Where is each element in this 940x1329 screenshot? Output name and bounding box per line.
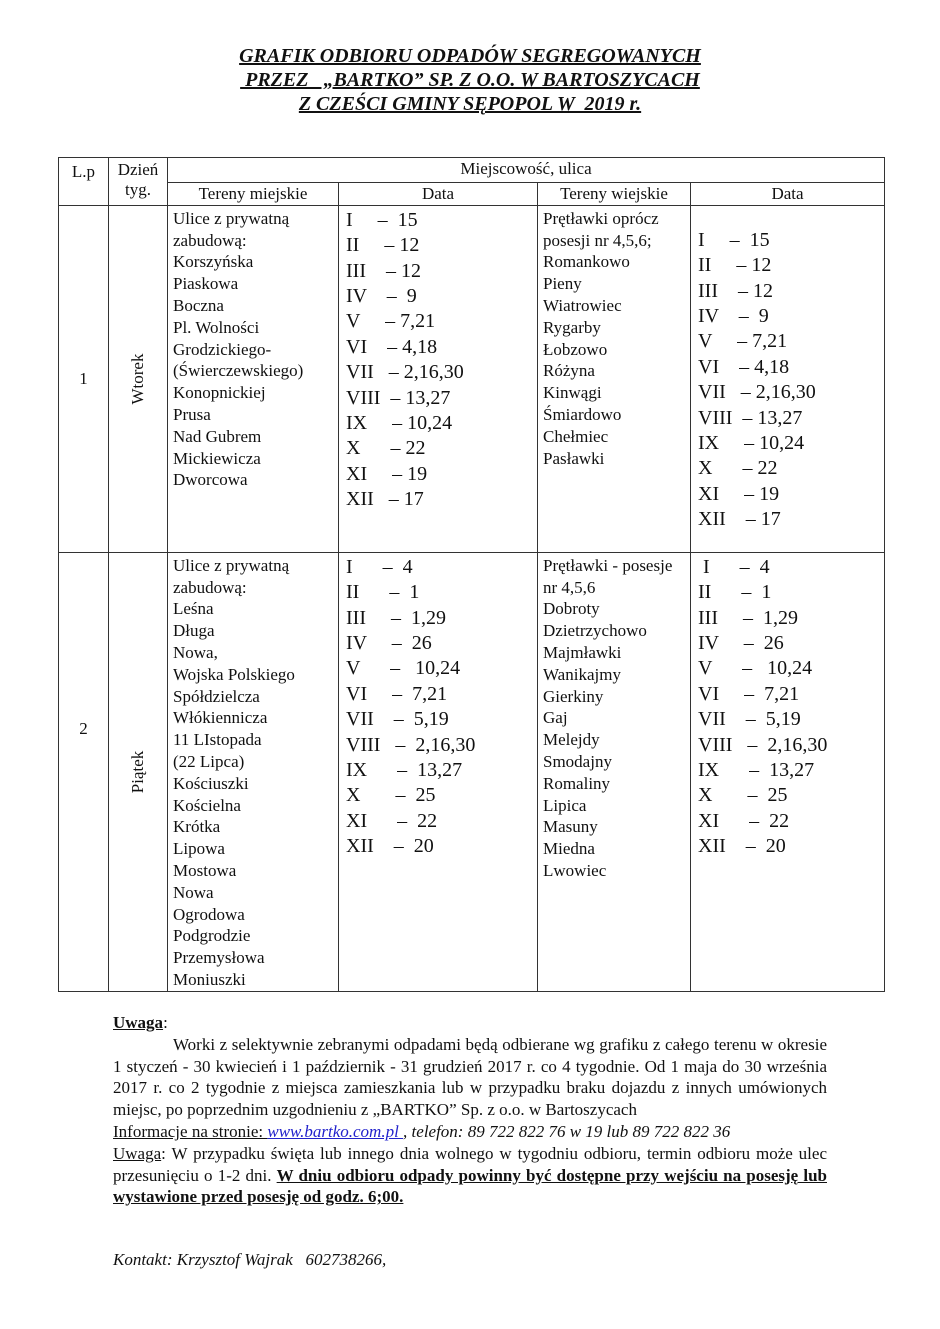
urban-streets xyxy=(168,552,339,991)
list-item: IX – 13,27 xyxy=(698,759,815,782)
list-item: Boczna xyxy=(173,295,224,315)
list-item: nr 4,5,6 xyxy=(543,577,596,597)
list-item: X – 22 xyxy=(346,437,426,460)
schedule-table xyxy=(58,157,885,992)
row-number: 1 xyxy=(59,205,109,552)
title-line-3: Z CZEŚCI GMINY SĘPOPOL W 2019 r. xyxy=(298,93,642,115)
list-item: XI – 22 xyxy=(346,809,438,832)
list-item: Kościuszki xyxy=(173,773,249,793)
list-item: VI – 7,21 xyxy=(698,682,800,705)
list-item: Spółdzielcza xyxy=(173,686,260,706)
header-urban: Tereny miejskie xyxy=(168,183,339,206)
website-link[interactable]: www.bartko.com.pl xyxy=(267,1121,404,1141)
list-item: VIII – 13,27 xyxy=(346,386,451,409)
header-rural-date: Data xyxy=(691,183,885,206)
list-item: Smodajny xyxy=(543,751,612,771)
header-row-2 xyxy=(59,183,885,206)
list-item: zabudową: xyxy=(173,230,247,250)
list-item: Chełmiec xyxy=(543,426,609,446)
list-item: Ulice z prywatną xyxy=(173,555,290,575)
header-location: Miejscowość, ulica xyxy=(168,158,885,183)
list-item: 11 LIstopada xyxy=(173,730,262,750)
list-item: Prętławki - posesje xyxy=(543,555,673,575)
title-line-1: GRAFIK ODBIORU ODPADÓW SEGREGOWANYCH xyxy=(239,45,701,67)
list-item: XI – 19 xyxy=(346,462,428,485)
header-day-line1: Dzień xyxy=(117,160,159,179)
list-item: III – 12 xyxy=(346,259,421,282)
list-item: I – 15 xyxy=(346,208,418,231)
list-item: Dzietrzychowo xyxy=(543,621,647,641)
list-item: I – 4 xyxy=(346,555,413,578)
list-item: Rygarby xyxy=(543,317,601,337)
notes-section xyxy=(113,1012,827,1208)
row-number: 2 xyxy=(59,552,109,991)
list-item: Dworcowa xyxy=(173,470,248,490)
urban-dates xyxy=(339,552,538,991)
list-item: Wiatrowiec xyxy=(543,295,622,315)
list-item: VII – 5,19 xyxy=(698,708,801,731)
info-line xyxy=(113,1121,827,1143)
list-item: IV – 26 xyxy=(346,632,432,655)
table-row xyxy=(59,205,885,552)
list-item: Ulice z prywatną xyxy=(173,208,290,228)
list-item: Masuny xyxy=(543,817,598,837)
list-item: Pl. Wolności xyxy=(173,317,260,337)
list-item: Włókiennicza xyxy=(173,708,268,728)
list-item: Kinwągi xyxy=(543,383,602,403)
list-item: Mostowa xyxy=(173,860,237,880)
list-item: Lipica xyxy=(543,795,587,815)
list-item: Dobroty xyxy=(543,599,600,619)
phone-text: , telefon: 89 722 822 76 w 19 lub 89 722 822 36 xyxy=(403,1121,731,1141)
warning-label: Uwaga xyxy=(113,1143,162,1163)
header-rural: Tereny wiejskie xyxy=(538,183,691,206)
list-item: Nad Gubrem xyxy=(173,426,262,446)
list-item: Pieny xyxy=(543,274,582,294)
list-item: Leśna xyxy=(173,599,214,619)
list-item: Pasławki xyxy=(543,448,605,468)
list-item: Melejdy xyxy=(543,730,600,750)
list-item: V – 7,21 xyxy=(698,330,788,353)
list-item: X – 25 xyxy=(346,784,436,807)
row-day xyxy=(109,205,168,552)
list-item: Romaliny xyxy=(543,773,611,793)
list-item: VI – 7,21 xyxy=(346,682,448,705)
list-item: Prętławki oprócz xyxy=(543,208,659,228)
warning-text: : W przypadku święta lub innego dnia wolnego w tygodniu odbioru, termin odbioru może ulec przesunięciu o 1-2 dni. xyxy=(113,1143,827,1185)
list-item: Krótka xyxy=(173,817,221,837)
header-day-line2: tyg. xyxy=(125,180,151,199)
list-item: XII – 20 xyxy=(346,835,434,858)
list-item: Majmławki xyxy=(543,642,622,662)
list-item: V – 10,24 xyxy=(698,657,813,680)
list-item: Nowa xyxy=(173,882,214,902)
contact-line: Kontakt: Krzysztof Wajrak 602738266, xyxy=(113,1250,387,1269)
info-label: Informacje na stronie: xyxy=(113,1121,268,1141)
list-item: Grodzickiego- xyxy=(173,339,272,359)
list-item: Śmiardowo xyxy=(543,404,622,424)
list-item: X – 25 xyxy=(698,784,788,807)
list-item: Korszyńska xyxy=(173,252,254,272)
list-item: Lipowa xyxy=(173,839,225,859)
header-urban-date: Data xyxy=(339,183,538,206)
list-item: Podgrodzie xyxy=(173,926,251,946)
list-item: IV – 9 xyxy=(346,285,417,308)
day-label: Wtorek xyxy=(128,353,148,405)
list-item: XII – 20 xyxy=(698,835,786,858)
list-item: IX – 10,24 xyxy=(346,412,453,435)
list-item: III – 1,29 xyxy=(346,606,446,629)
header-day xyxy=(109,158,168,206)
list-item: Moniuszki xyxy=(173,969,246,989)
list-item: IX – 13,27 xyxy=(346,759,463,782)
list-item: Prusa xyxy=(173,404,211,424)
rural-villages xyxy=(538,552,691,991)
warning-bold-text: W dniu odbioru odpady powinny być dostępne przy wejściu na posesję lub wystawione przed posesję od godz. 6;00. xyxy=(113,1165,827,1207)
list-item: Lwowiec xyxy=(543,860,607,880)
list-item: Piaskowa xyxy=(173,274,239,294)
list-item: I – 15 xyxy=(698,228,770,251)
list-item: IX – 10,24 xyxy=(698,432,805,455)
rural-villages xyxy=(538,205,691,552)
list-item: II – 12 xyxy=(698,254,772,277)
document-title xyxy=(0,44,940,116)
day-label: Piątek xyxy=(128,750,148,794)
title-line-2: PRZEZ „BARTKO” SP. Z O.O. W BARTOSZYCACH xyxy=(240,69,700,91)
list-item: III – 1,29 xyxy=(698,606,798,629)
list-item: Wojska Polskiego xyxy=(173,664,295,684)
header-row-1 xyxy=(59,158,885,183)
list-item: VIII – 13,27 xyxy=(698,406,803,429)
list-item: X – 22 xyxy=(698,457,778,480)
list-item: I – 4 xyxy=(698,555,770,578)
list-item: V – 10,24 xyxy=(346,657,461,680)
list-item: VIII – 2,16,30 xyxy=(346,733,476,756)
list-item: VII – 2,16,30 xyxy=(698,381,816,404)
list-item: IV – 26 xyxy=(698,632,784,655)
list-item: (22 Lipca) xyxy=(173,751,245,771)
urban-streets xyxy=(168,205,339,552)
list-item: Kościelna xyxy=(173,795,241,815)
list-item: Nowa, xyxy=(173,642,218,662)
list-item: V – 7,21 xyxy=(346,310,436,333)
list-item: VI – 4,18 xyxy=(346,335,438,358)
list-item: Miedna xyxy=(543,839,595,859)
list-item: posesji nr 4,5,6; xyxy=(543,230,652,250)
list-item: III – 12 xyxy=(698,279,773,302)
list-item: Łobzowo xyxy=(543,339,608,359)
notes-heading: Uwaga xyxy=(113,1013,164,1032)
list-item: Mickiewicza xyxy=(173,448,261,468)
list-item: II – 1 xyxy=(698,581,772,604)
list-item: Romankowo xyxy=(543,252,630,272)
row-day xyxy=(109,552,168,991)
notes-heading-colon: : xyxy=(163,1013,168,1032)
list-item: Gaj xyxy=(543,708,568,728)
list-item: Wanikajmy xyxy=(543,664,621,684)
list-item: IV – 9 xyxy=(698,305,769,328)
table-row xyxy=(59,552,885,991)
notes-paragraph: Worki z selektywnie zebranymi odpadami będą odbierane wg grafiku z całego terenu w okresie 1 styczeń - 30 kwiecień i 1 październik - 31 grudzień 2017 r. co 4 tygodnie. Od 1 maja do 30 września 2017 r. co 2 tygodnie z miejsca zamieszkania lub w przypadku braku dojazdu z innych umówionych miejsc, po poprzednim uzgodnieniu z „BARTKO” Sp. z o.o. w Bartoszycach xyxy=(113,1034,827,1120)
list-item: II – 12 xyxy=(346,234,420,257)
rural-dates xyxy=(691,552,885,991)
list-item: Konopnickiej xyxy=(173,383,266,403)
list-item: zabudową: xyxy=(173,577,247,597)
list-item: VII – 5,19 xyxy=(346,708,449,731)
list-item: Różyna xyxy=(543,361,595,381)
list-item: (Świerczewskiego) xyxy=(173,361,304,381)
list-item: XII – 17 xyxy=(346,488,424,511)
rural-dates xyxy=(691,205,885,552)
list-item: VIII – 2,16,30 xyxy=(698,733,828,756)
urban-dates xyxy=(339,205,538,552)
header-lp: L.p xyxy=(59,158,109,206)
list-item: VI – 4,18 xyxy=(698,355,790,378)
list-item: II – 1 xyxy=(346,581,420,604)
list-item: Długa xyxy=(173,621,215,641)
list-item: XI – 19 xyxy=(698,482,780,505)
list-item: XI – 22 xyxy=(698,809,790,832)
list-item: Przemysłowa xyxy=(173,948,265,968)
list-item: Ogrodowa xyxy=(173,904,245,924)
warning-paragraph xyxy=(113,1143,827,1208)
list-item: Gierkiny xyxy=(543,686,604,706)
list-item: XII – 17 xyxy=(698,508,781,531)
list-item: VII – 2,16,30 xyxy=(346,361,464,384)
